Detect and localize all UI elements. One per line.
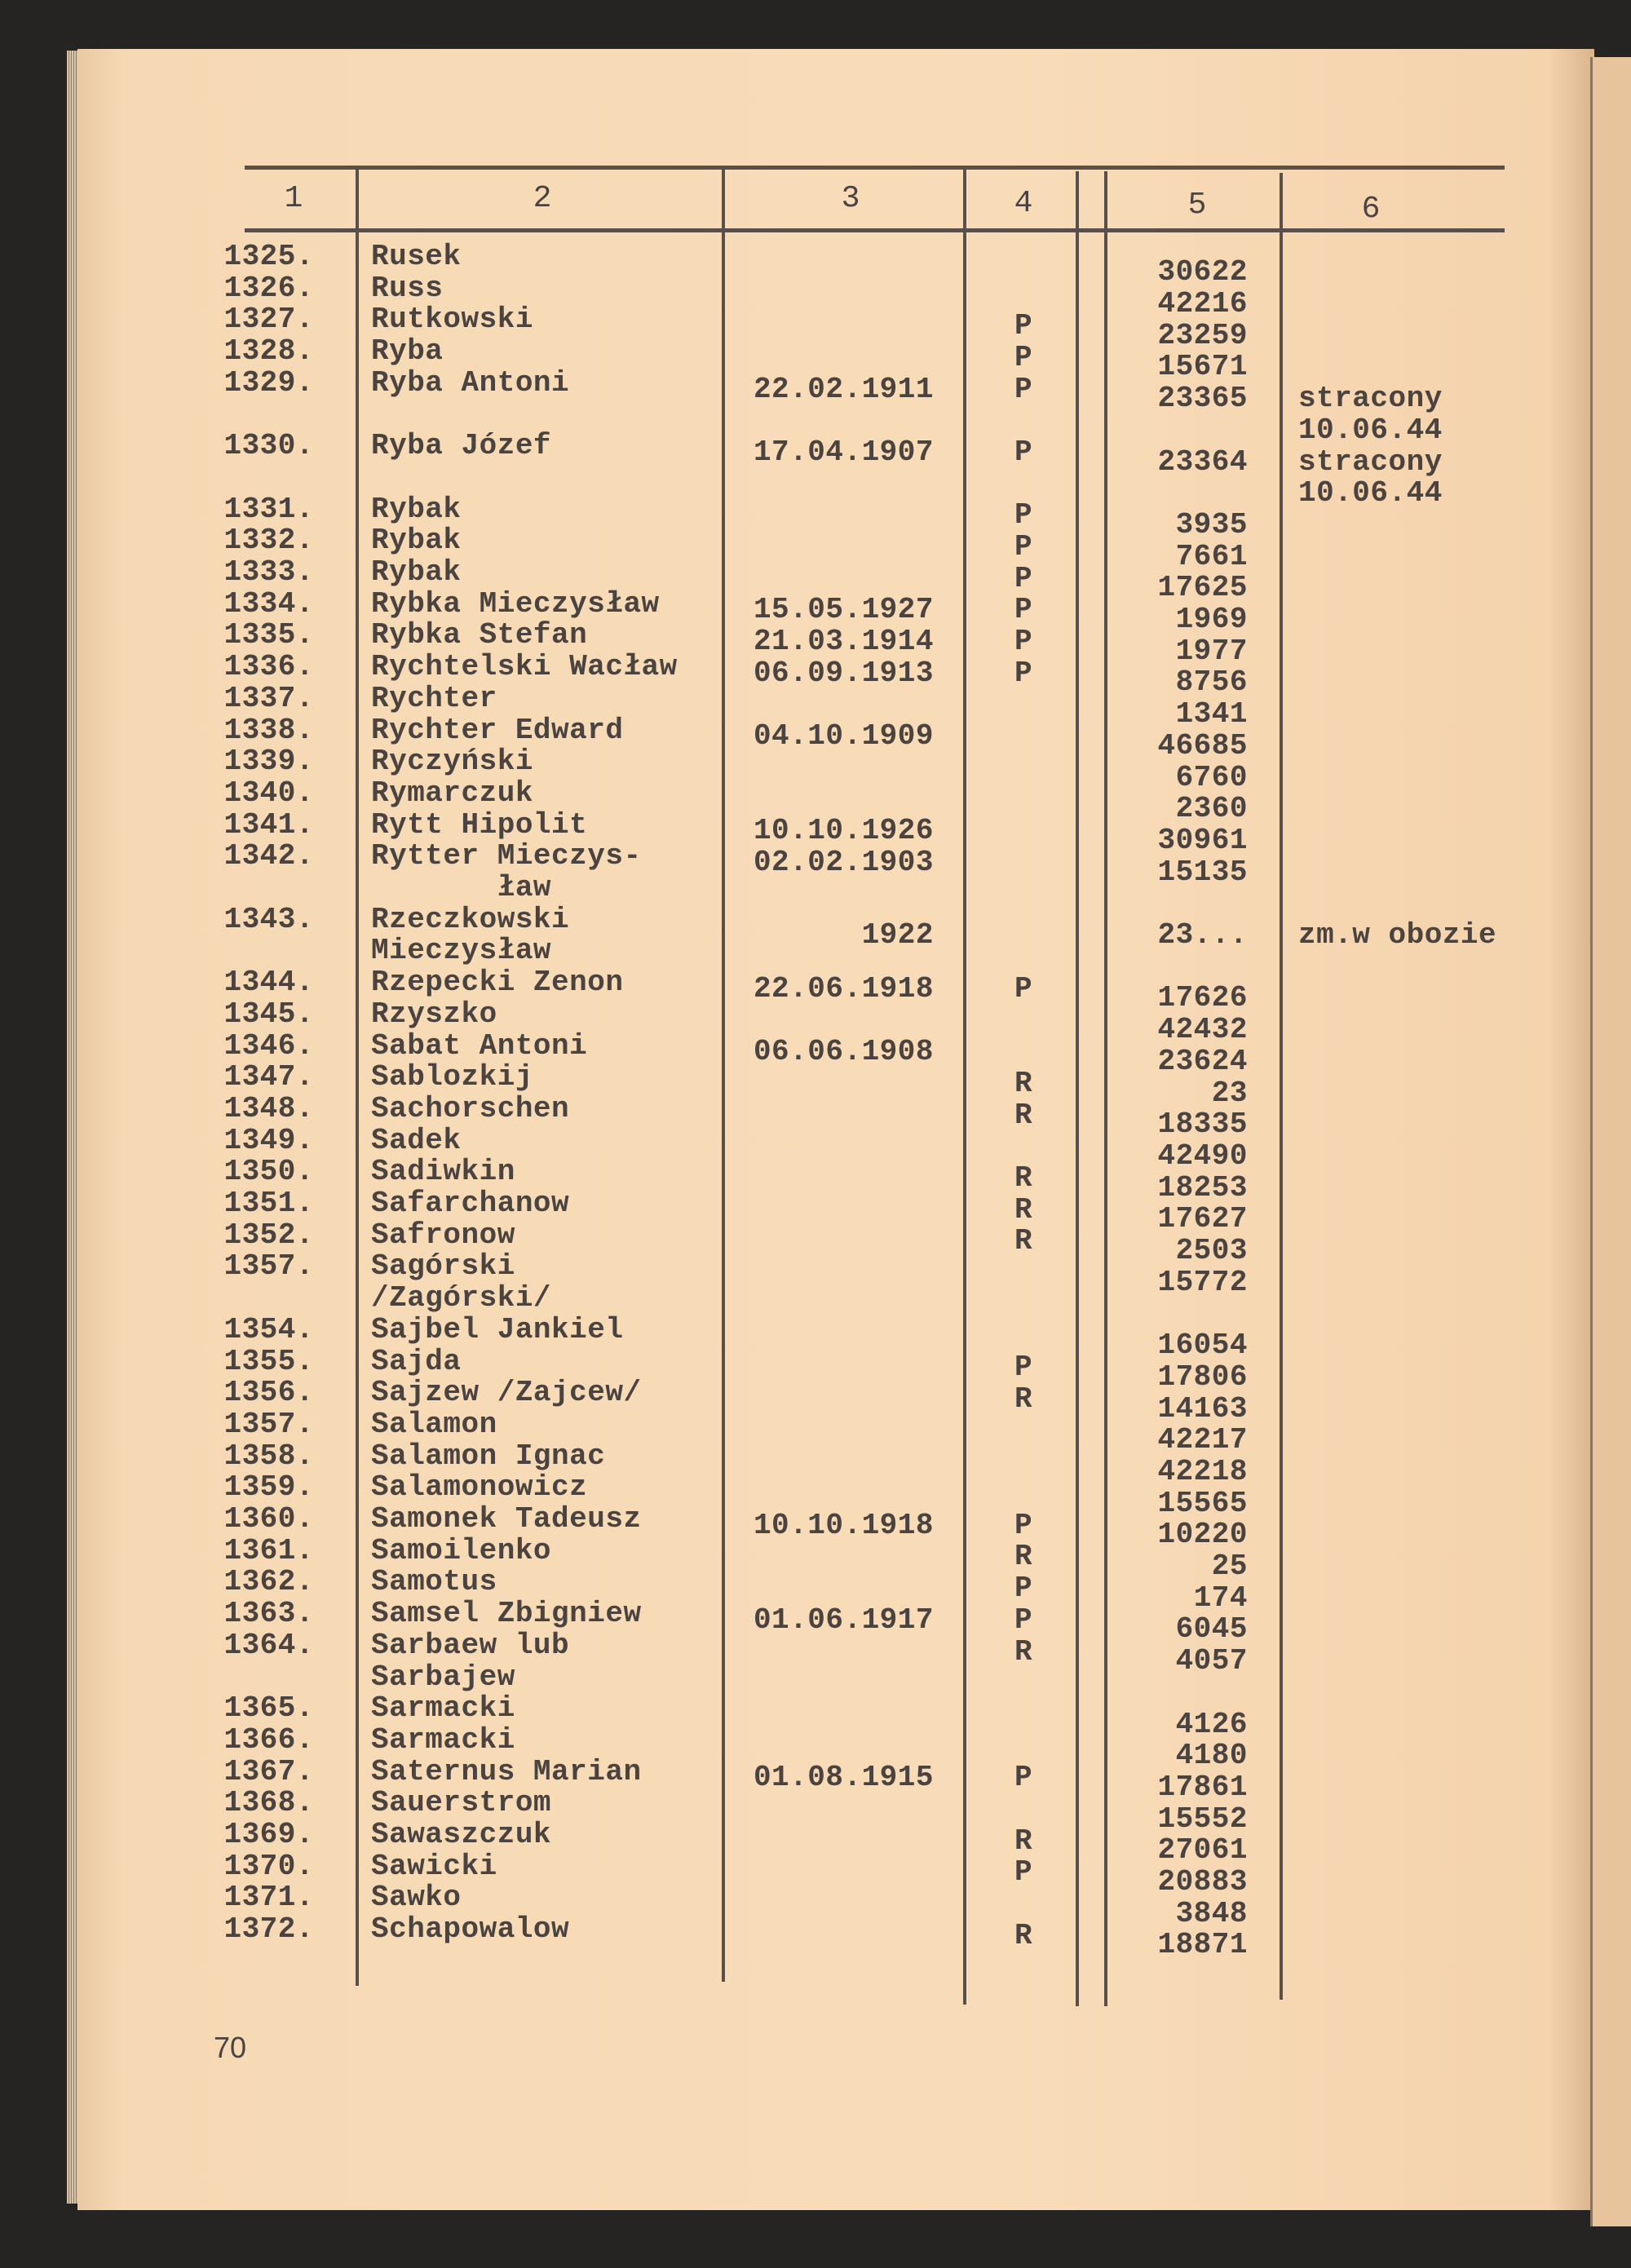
birth-date: 21.03.1914 [753,625,934,659]
camp-number: 23259 [1157,318,1248,352]
page-edges [67,51,78,2204]
person-name: Rybak [371,492,462,526]
camp-number: 6045 [1175,1612,1248,1647]
category-mark: R [1014,1192,1033,1227]
person-name: Rutkowski [371,303,533,337]
category-mark: P [1014,593,1033,627]
row-number: 1371. [223,1881,314,1915]
camp-number: 174 [1193,1581,1248,1615]
remarks: zm.w obozie [1298,918,1497,953]
camp-number: 42218 [1157,1454,1248,1488]
category-mark: P [1014,561,1033,595]
camp-number: 2503 [1175,1234,1248,1268]
category-mark: P [1014,1572,1033,1606]
birth-date: 17.04.1907 [753,435,934,469]
camp-number: 15772 [1157,1265,1248,1299]
person-name: Sagórski /Zagórski/ [371,1249,552,1315]
row-number: 1342. [223,839,314,873]
row-number: 1372. [223,1912,314,1947]
row-number: 1365. [223,1691,314,1726]
birth-date: 10.10.1926 [753,814,934,848]
person-name: Rytter Mieczys- ław [371,839,642,904]
row-number: 1363. [223,1597,314,1631]
header-bottom-rule [245,228,1505,232]
camp-number: 15135 [1157,855,1248,889]
row-number: 1361. [223,1533,314,1567]
person-name: Samsel Zbigniew [371,1597,642,1631]
person-name: Schapowalow [371,1912,570,1947]
person-name: Ryba Józef [371,429,552,463]
column-divider [963,170,966,2005]
category-mark: R [1014,1824,1033,1858]
camp-number: 15671 [1157,350,1248,384]
page-number: 70 [214,2031,247,2064]
person-name: Sarmacki [371,1722,515,1757]
column-header-1: 1 [284,181,303,216]
person-name: Salamon Ignac [371,1439,606,1473]
category-mark: P [1014,1761,1033,1795]
camp-number: 4126 [1175,1707,1248,1741]
category-mark: R [1014,1066,1033,1100]
row-number: 1334. [223,586,314,621]
camp-number: 18871 [1157,1928,1248,1962]
category-mark: P [1014,372,1033,406]
category-mark: R [1014,1918,1033,1952]
column-divider [356,167,359,1986]
camp-number: 3848 [1175,1896,1248,1930]
row-number: 1366. [223,1722,314,1757]
row-number: 1325. [223,240,314,273]
birth-date: 06.06.1908 [753,1035,934,1069]
category-mark: P [1014,625,1033,659]
camp-number: 17806 [1157,1359,1248,1394]
row-number: 1333. [223,555,314,589]
camp-number: 20883 [1157,1865,1248,1899]
column-divider [1076,171,1079,2006]
row-number: 1357. [223,1407,314,1441]
row-number: 1368. [223,1786,314,1820]
person-name: Rychter [371,681,497,715]
column-divider [1280,173,1283,2000]
camp-number: 30622 [1157,255,1248,290]
row-number: 1362. [223,1565,314,1599]
person-name: Samotus [371,1565,497,1599]
person-name: Sadek [371,1123,462,1157]
person-name: Sajbel Jankiel [371,1312,624,1346]
row-number: 1348. [223,1091,314,1125]
birth-date: 15.05.1927 [753,593,934,627]
row-number: 1349. [223,1123,314,1157]
person-name: Sadiwkin [371,1155,515,1189]
birth-date: 01.08.1915 [753,1761,934,1795]
category-mark: R [1014,1540,1033,1574]
camp-number: 15552 [1157,1802,1248,1836]
camp-number: 23... [1157,918,1248,953]
camp-number: 18253 [1157,1170,1248,1205]
row-number: 1332. [223,524,314,558]
person-name: Russ [371,271,444,305]
category-mark: R [1014,1224,1033,1258]
row-number: 1331. [223,492,314,526]
camp-number: 1341 [1175,697,1248,732]
category-mark: P [1014,309,1033,343]
column-divider [1104,171,1107,2006]
camp-number: 2360 [1175,792,1248,826]
birth-date: 22.02.1911 [753,372,934,406]
camp-number: 6760 [1175,760,1248,794]
category-mark: P [1014,498,1033,533]
camp-number: 17627 [1157,1202,1248,1236]
row-number: 1338. [223,713,314,747]
category-mark: R [1014,1382,1033,1416]
row-number: 1326. [223,271,314,305]
person-name: Salamon [371,1407,497,1441]
category-mark: P [1014,1508,1033,1542]
person-name: Sarmacki [371,1691,515,1726]
camp-number: 27061 [1157,1833,1248,1868]
camp-number: 4180 [1175,1739,1248,1773]
row-number: 1343. [223,902,314,936]
birth-date: 06.09.1913 [753,656,934,690]
category-mark: P [1014,1603,1033,1637]
person-name: Samonek Tadeusz [371,1502,642,1536]
facing-page-edge [1590,57,1631,2226]
row-number: 1350. [223,1155,314,1189]
birth-date: 04.10.1909 [753,719,934,754]
camp-number: 42217 [1157,1423,1248,1457]
person-name: Rytt Hipolit [371,807,588,842]
row-number: 1346. [223,1028,314,1063]
person-name: Samoilenko [371,1533,552,1567]
row-number: 1357. [223,1249,314,1284]
camp-number: 42216 [1157,287,1248,321]
row-number: 1351. [223,1187,314,1220]
row-number: 1355. [223,1344,314,1378]
row-number: 1335. [223,618,314,652]
category-mark: P [1014,656,1033,690]
person-name: Ryba [371,334,444,369]
row-number: 1367. [223,1754,314,1788]
birth-date: 1922 [861,918,934,953]
camp-number: 23 [1211,1076,1248,1110]
camp-number: 25 [1211,1550,1248,1584]
row-number: 1336. [223,650,314,684]
row-number: 1352. [223,1218,314,1252]
person-name: Sarbaew lub Sarbajew [371,1628,570,1694]
camp-number: 16054 [1157,1329,1248,1363]
person-name: Sablozkij [371,1060,533,1094]
column-header-3: 3 [841,181,860,216]
category-mark: R [1014,1634,1033,1669]
person-name: Sawicki [371,1849,497,1883]
row-number: 1356. [223,1376,314,1410]
person-name: Rychter Edward [371,713,624,747]
person-name: Rybka Stefan [371,618,588,652]
person-name: Sauerstrom [371,1786,552,1820]
camp-number: 17625 [1157,571,1248,605]
row-number: 1364. [223,1628,314,1662]
camp-number: 23624 [1157,1044,1248,1078]
category-mark: P [1014,1351,1033,1385]
camp-number: 17861 [1157,1770,1248,1804]
row-number: 1358. [223,1439,314,1473]
category-mark: P [1014,530,1033,564]
person-name: Sachorschen [371,1091,570,1125]
table-top-rule [245,166,1505,170]
category-mark: P [1014,971,1033,1006]
birth-date: 10.10.1918 [753,1508,934,1542]
camp-number: 18335 [1157,1107,1248,1142]
birth-date: 22.06.1918 [753,971,934,1006]
category-mark: P [1014,1855,1033,1890]
row-number: 1369. [223,1818,314,1851]
person-name: Rybak [371,524,462,558]
person-name: Ryczyński [371,745,533,779]
birth-date: 02.02.1903 [753,846,934,880]
column-header-6: 6 [1361,192,1381,227]
camp-number: 10220 [1157,1518,1248,1552]
row-number: 1359. [223,1470,314,1505]
category-mark: R [1014,1161,1033,1196]
person-name: Rychtelski Wacław [371,650,678,684]
row-number: 1330. [223,429,314,463]
camp-number: 42432 [1157,1013,1248,1047]
row-number: 1347. [223,1060,314,1094]
camp-number: 15565 [1157,1486,1248,1520]
person-name: Safronow [371,1218,515,1252]
person-name: Ryba Antoni [371,365,570,400]
row-number: 1340. [223,776,314,810]
row-number: 1341. [223,807,314,842]
row-number: 1337. [223,681,314,715]
row-number: 1345. [223,997,314,1031]
camp-number: 1969 [1175,603,1248,637]
camp-number: 30961 [1157,823,1248,857]
person-name: Sabat Antoni [371,1028,588,1063]
row-number: 1329. [223,365,314,400]
remarks: stracony 10.06.44 [1298,382,1443,447]
camp-number: 23365 [1157,382,1248,416]
column-header-2: 2 [533,181,552,216]
person-name: Rymarczuk [371,776,533,810]
person-name: Saternus Marian [371,1754,642,1788]
camp-number: 14163 [1157,1391,1248,1426]
camp-number: 8756 [1175,665,1248,700]
column-header-4: 4 [1014,186,1033,221]
person-name: Salamonowicz [371,1470,588,1505]
person-name: Rusek [371,240,462,273]
camp-number: 1977 [1175,634,1248,668]
person-name: Rybak [371,555,462,589]
row-number: 1327. [223,303,314,337]
row-number: 1328. [223,334,314,369]
person-name: Sajzew /Zajcew/ [371,1376,642,1410]
person-name: Safarchanow [371,1187,570,1220]
person-name: Rzyszko [371,997,497,1031]
person-name: Rzeczkowski Mieczysław [371,902,570,968]
column-header-5: 5 [1187,188,1207,223]
row-number: 1354. [223,1312,314,1346]
camp-number: 23364 [1157,444,1248,479]
row-number: 1339. [223,745,314,779]
row-number: 1360. [223,1502,314,1536]
row-number: 1370. [223,1849,314,1883]
remarks: stracony 10.06.44 [1298,444,1443,511]
category-mark: P [1014,435,1033,469]
birth-date: 01.06.1917 [753,1603,934,1637]
camp-number: 17626 [1157,981,1248,1015]
person-name: Rzepecki Zenon [371,966,624,1000]
camp-number: 3935 [1175,507,1248,542]
person-name: Rybka Mieczysław [371,586,660,621]
camp-number: 46685 [1157,728,1248,763]
camp-number: 42490 [1157,1138,1248,1173]
person-name: Sawaszczuk [371,1818,552,1851]
category-mark: R [1014,1098,1033,1132]
row-number: 1344. [223,966,314,1000]
camp-number: 7661 [1175,539,1248,573]
camp-number: 4057 [1175,1644,1248,1678]
person-name: Sajda [371,1344,462,1378]
person-name: Sawko [371,1881,462,1915]
category-mark: P [1014,340,1033,374]
